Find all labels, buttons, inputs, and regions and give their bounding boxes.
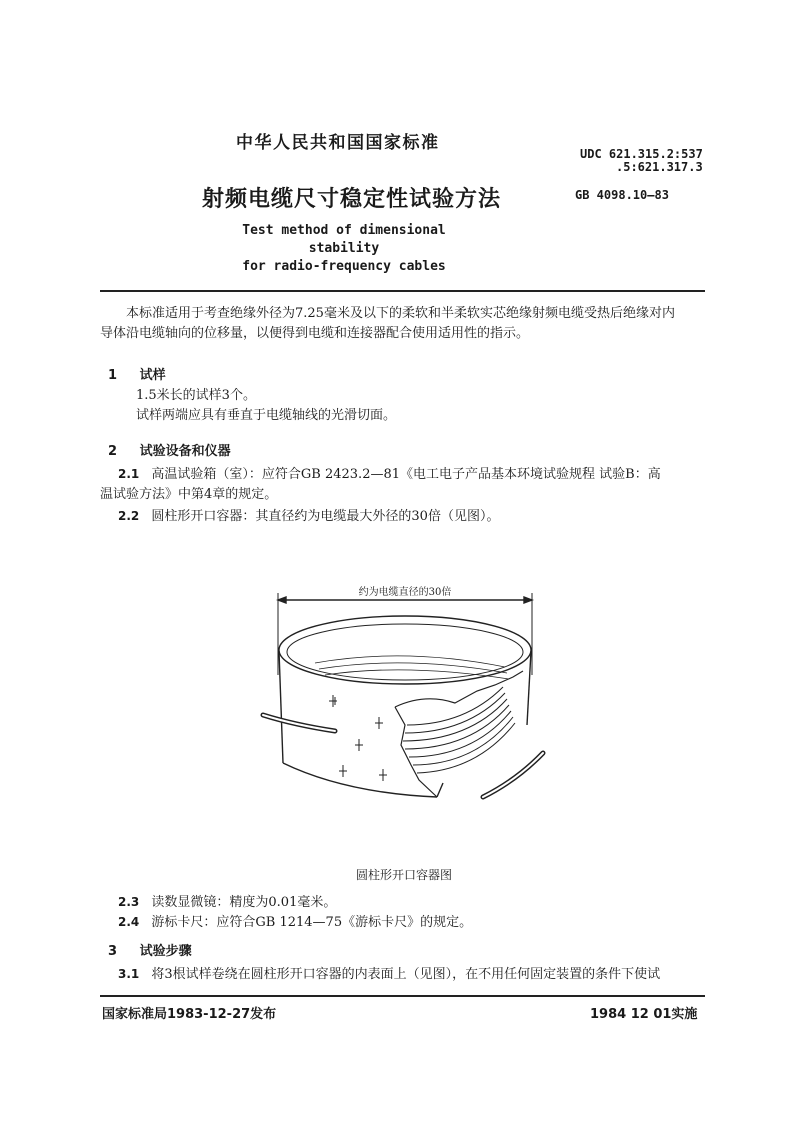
clause-2-3-number: 2.3: [118, 895, 140, 909]
section-1-heading: [108, 364, 166, 383]
dimension-label: 约为电缆直径的30倍: [358, 587, 452, 598]
clause-2-4-text: 游标卡尺：应符合GB 1214—75《游标卡尺》的规定。: [151, 915, 473, 930]
footer-divider: [100, 995, 705, 997]
section-2-title: 试验设备和仪器: [139, 444, 231, 459]
clause-2-2-number: 2.2: [118, 509, 140, 523]
udc-code: [580, 148, 703, 174]
clause-2-4: [100, 912, 472, 933]
clause-2-1-number: 2.1: [118, 467, 140, 481]
clause-3-1: [100, 964, 660, 985]
header-divider: [100, 290, 705, 292]
clause-2-4-number: 2.4: [118, 915, 140, 929]
section-3-number: 3: [108, 944, 118, 959]
section-1-line-1: 1.5米长的试样3个。: [136, 388, 256, 403]
section-1-title: 试样: [139, 368, 166, 383]
gb-number: GB 4098.10—83: [575, 188, 669, 202]
footer-effective: 1984 12 01实施: [590, 1007, 698, 1022]
section-1-number: 1: [108, 368, 118, 383]
udc-line-2: .5:621.317.3: [616, 160, 703, 174]
section-2-heading: [108, 440, 231, 459]
figure-caption: 圆柱形开口容器图: [356, 868, 453, 882]
clause-2-3-text: 读数显微镜：精度为0.01毫米。: [151, 895, 337, 910]
footer-issued: 国家标准局1983-12-27发布: [102, 1007, 277, 1022]
standard-title: 中华人民共和国国家标准: [236, 133, 440, 153]
clause-2-2: [100, 506, 499, 527]
udc-line-1: UDC 621.315.2:537: [580, 147, 703, 161]
clause-2-1-line-2: 温试验方法》中第4章的规定。: [100, 487, 278, 502]
english-title: [214, 222, 474, 276]
clause-2-1-text: 高温试验箱（室）：应符合GB 2423.2—81《电工电子产品基本环境试验规程 试验B：高: [151, 467, 661, 482]
intro-line-1: 本标准适用于考查绝缘外径为7.25毫米及以下的柔软和半柔软实芯绝缘射频电缆受热后绝缘对内: [126, 306, 675, 321]
main-title: 射频电缆尺寸稳定性试验方法: [202, 187, 502, 212]
clause-2-1-line-1: [100, 464, 710, 485]
english-title-line-1: Test method of dimensional stability: [242, 223, 446, 256]
clause-3-1-text: 将3根试样卷绕在圆柱形开口容器的内表面上（见图），在不用任何固定装置的条件下使试: [151, 967, 661, 982]
intro-line-2: 导体沿电缆轴向的位移量，以便得到电缆和连接器配合使用适用性的指示。: [100, 326, 530, 341]
clause-3-1-number: 3.1: [118, 967, 140, 981]
cylindrical-container-figure: [255, 575, 555, 825]
section-3-heading: [108, 940, 192, 959]
section-1-line-2: 试样两端应具有垂直于电缆轴线的光滑切面。: [136, 408, 397, 423]
clause-2-3: [100, 892, 336, 913]
section-1-body: [136, 386, 396, 426]
clause-2-2-text: 圆柱形开口容器：其直径约为电缆最大外径的30倍（见图）。: [151, 509, 500, 524]
section-2-number: 2: [108, 444, 118, 459]
intro-paragraph: [100, 304, 710, 344]
section-3-title: 试验步骤: [139, 944, 192, 959]
clause-2-1: [100, 464, 710, 505]
english-title-line-2: for radio-frequency cables: [242, 259, 446, 274]
